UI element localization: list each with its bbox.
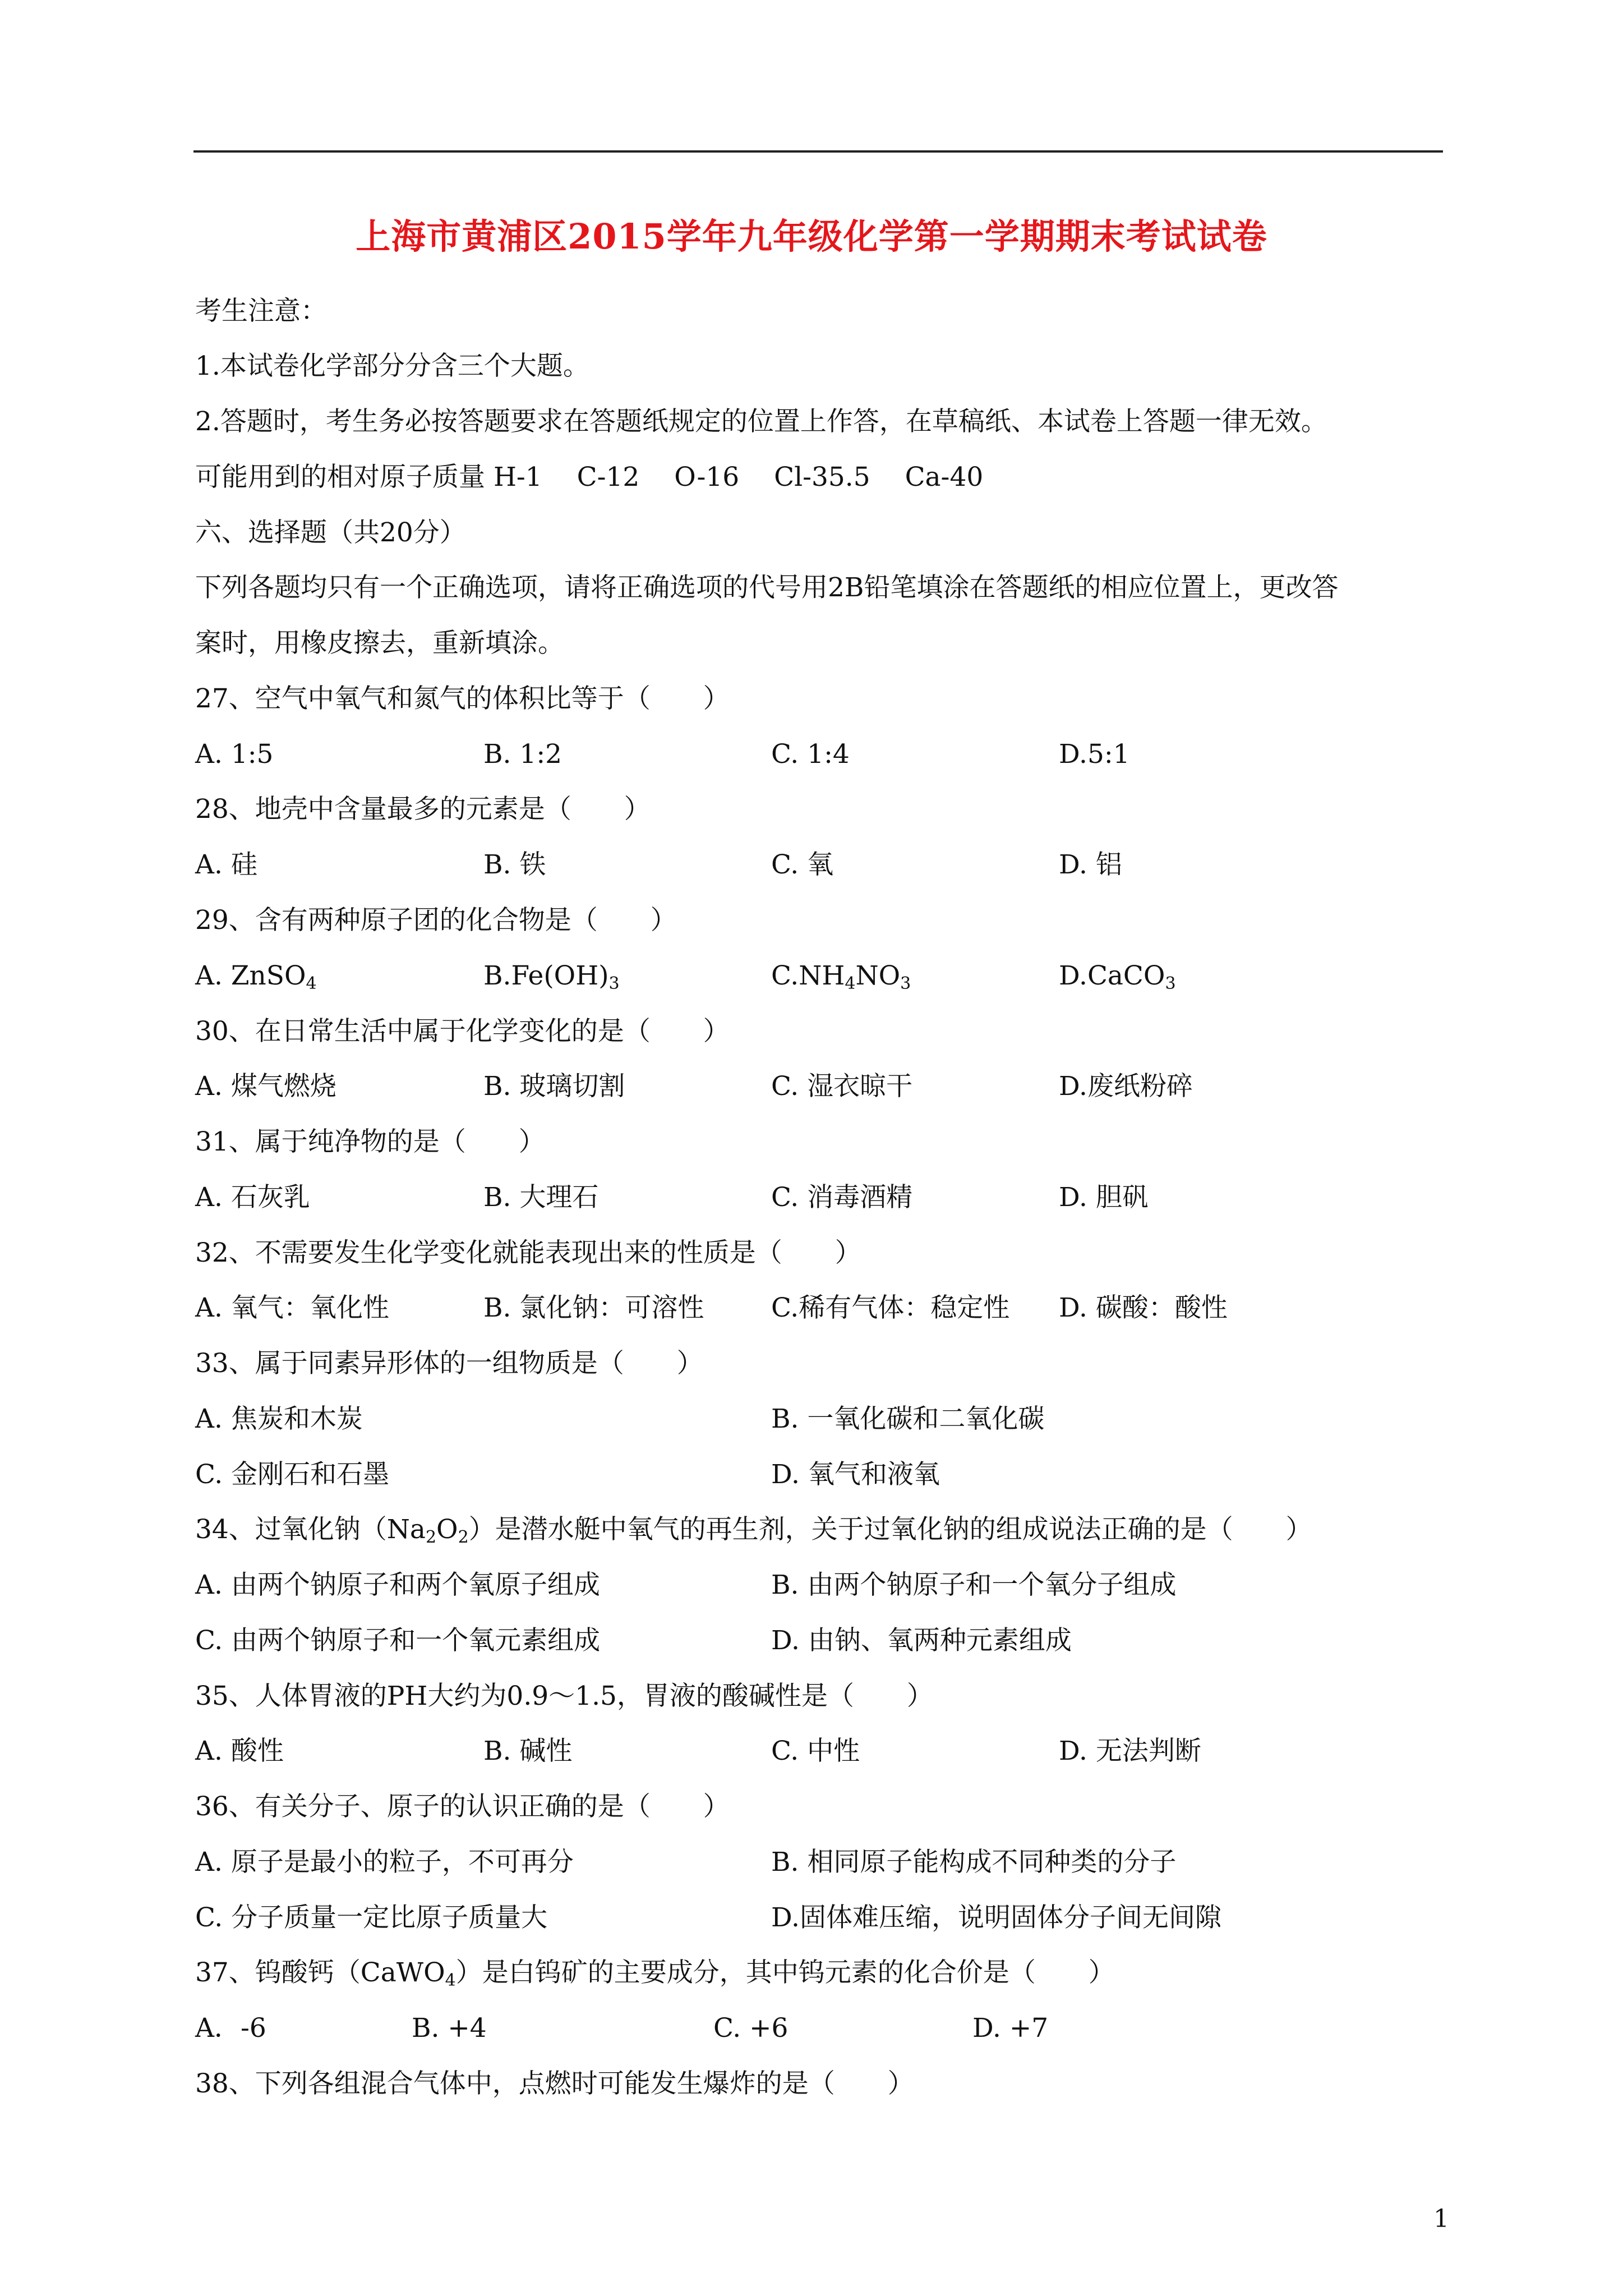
option-a: A. 煤气燃烧 (195, 1071, 336, 1102)
option-c: C. 由两个钠原子和一个氧元素组成 (195, 1625, 601, 1656)
option-c: C. 湿衣晾干 (771, 1071, 913, 1102)
question-31-stem: 31、属于纯净物的是（ ） (195, 1126, 545, 1157)
option-a: A. 酸性 (195, 1736, 284, 1766)
option-d: D.固体难压缩，说明固体分子间无间隙 (771, 1902, 1221, 1933)
notice-item-1: 1.本试卷化学部分分含三个大题。 (195, 351, 589, 381)
option-b: B. 碱性 (483, 1736, 573, 1766)
question-32-stem: 32、不需要发生化学变化就能表现出来的性质是（ ） (195, 1237, 861, 1268)
option-c: C. 中性 (771, 1736, 860, 1766)
header-rule (193, 150, 1443, 153)
option-a: A. 焦炭和木炭 (195, 1404, 363, 1434)
question-27-stem: 27、空气中氧气和氮气的体积比等于（ ） (195, 683, 730, 714)
question-28-stem: 28、地壳中含量最多的元素是（ ） (195, 794, 651, 825)
option-c: C. 1:4 (771, 739, 850, 770)
question-37-stem: 37、钨酸钙（CaWO$_4$）是白钨矿的主要成分，其中钨元素的化合价是（ ） (195, 1957, 1115, 1990)
option-a: A. 硅 (195, 849, 257, 880)
option-a: A. 1:5 (195, 739, 274, 770)
option-d: D.CaCO$_3$ (1059, 960, 1176, 993)
question-35-stem: 35、人体胃液的PH大约为0.9～1.5，胃液的酸碱性是（ ） (195, 1681, 933, 1711)
option-b: B. 大理石 (483, 1182, 599, 1213)
option-c: C. 氧 (771, 849, 834, 880)
section-instruction-2: 案时，用橡皮擦去，重新填涂。 (195, 628, 564, 659)
notice-heading: 考生注意： (195, 296, 327, 326)
section-instruction-1: 下列各题均只有一个正确选项，请将正确选项的代号用2B铅笔填涂在答题纸的相应位置上，更改答 (195, 572, 1339, 603)
option-d: D. 氧气和液氧 (771, 1459, 940, 1490)
option-b: B. 相同原子能构成不同种类的分子 (771, 1847, 1177, 1878)
option-d: D. +7 (972, 2013, 1049, 2044)
option-c: C. +6 (713, 2013, 789, 2044)
option-c: C.稀有气体：稳定性 (771, 1292, 1010, 1323)
option-c: C. 分子质量一定比原子质量大 (195, 1902, 548, 1933)
option-d: D. 碳酸：酸性 (1059, 1292, 1228, 1323)
exam-title: 上海市黄浦区2015学年九年级化学第一学期期末考试试卷 (356, 216, 1267, 257)
option-a: A. 原子是最小的粒子，不可再分 (195, 1847, 574, 1878)
option-a: A. 氧气：氧化性 (195, 1292, 389, 1323)
option-d: D. 铝 (1059, 849, 1122, 880)
notice-item-2: 2.答题时，考生务必按答题要求在答题纸规定的位置上作答，在草稿纸、本试卷上答题一律无效。 (195, 406, 1327, 437)
option-b: B. 由两个钠原子和一个氧分子组成 (771, 1570, 1177, 1600)
question-30-stem: 30、在日常生活中属于化学变化的是（ ） (195, 1016, 730, 1047)
question-29-stem: 29、含有两种原子团的化合物是（ ） (195, 905, 677, 936)
option-a: A. 石灰乳 (195, 1182, 310, 1213)
option-b: B. 氯化钠：可溶性 (483, 1292, 704, 1323)
option-d: D.废纸粉碎 (1059, 1071, 1193, 1102)
option-c: C. 金刚石和石墨 (195, 1459, 390, 1490)
option-d: D. 由钠、氧两种元素组成 (771, 1625, 1072, 1656)
option-d: D. 无法判断 (1059, 1736, 1201, 1766)
option-a: A. 由两个钠原子和两个氧原子组成 (195, 1570, 600, 1600)
option-b: $B.Fe(OH)_3$ (483, 960, 620, 993)
question-36-stem: 36、有关分子、原子的认识正确的是（ ） (195, 1791, 730, 1822)
option-c: $C.NH_4NO_3$ (771, 960, 911, 993)
option-b: B. 一氧化碳和二氧化碳 (771, 1404, 1045, 1434)
question-34-stem: 34、过氧化钠$(Na_2O_2)$是潜水艇中氧气的再生剂，关于过氧化钠的组成说法正确的是（ ） (195, 1514, 1312, 1547)
option-a: A．-6 (195, 2013, 266, 2044)
question-38-stem: 38、下列各组混合气体中，点燃时可能发生爆炸的是（ ） (195, 2068, 914, 2099)
option-d: D.5:1 (1059, 739, 1130, 770)
option-c: C. 消毒酒精 (771, 1182, 913, 1213)
option-b: B. 1:2 (483, 739, 562, 770)
option-b: B. 玻璃切割 (483, 1071, 625, 1102)
option-a: A. ZnSO$_4$ (195, 960, 317, 993)
atomic-masses: 可能用到的相对原子质量 H-1 C-12 O-16 Cl-35.5 Ca-40 (195, 462, 984, 493)
option-b: B. +4 (412, 2013, 487, 2044)
option-b: B. 铁 (483, 849, 546, 880)
question-33-stem: 33、属于同素异形体的一组物质是（ ） (195, 1348, 703, 1379)
section-heading: 六、选择题（共20分） (195, 517, 466, 548)
option-d: D. 胆矾 (1059, 1182, 1149, 1213)
page-number: 1 (1433, 2205, 1449, 2233)
